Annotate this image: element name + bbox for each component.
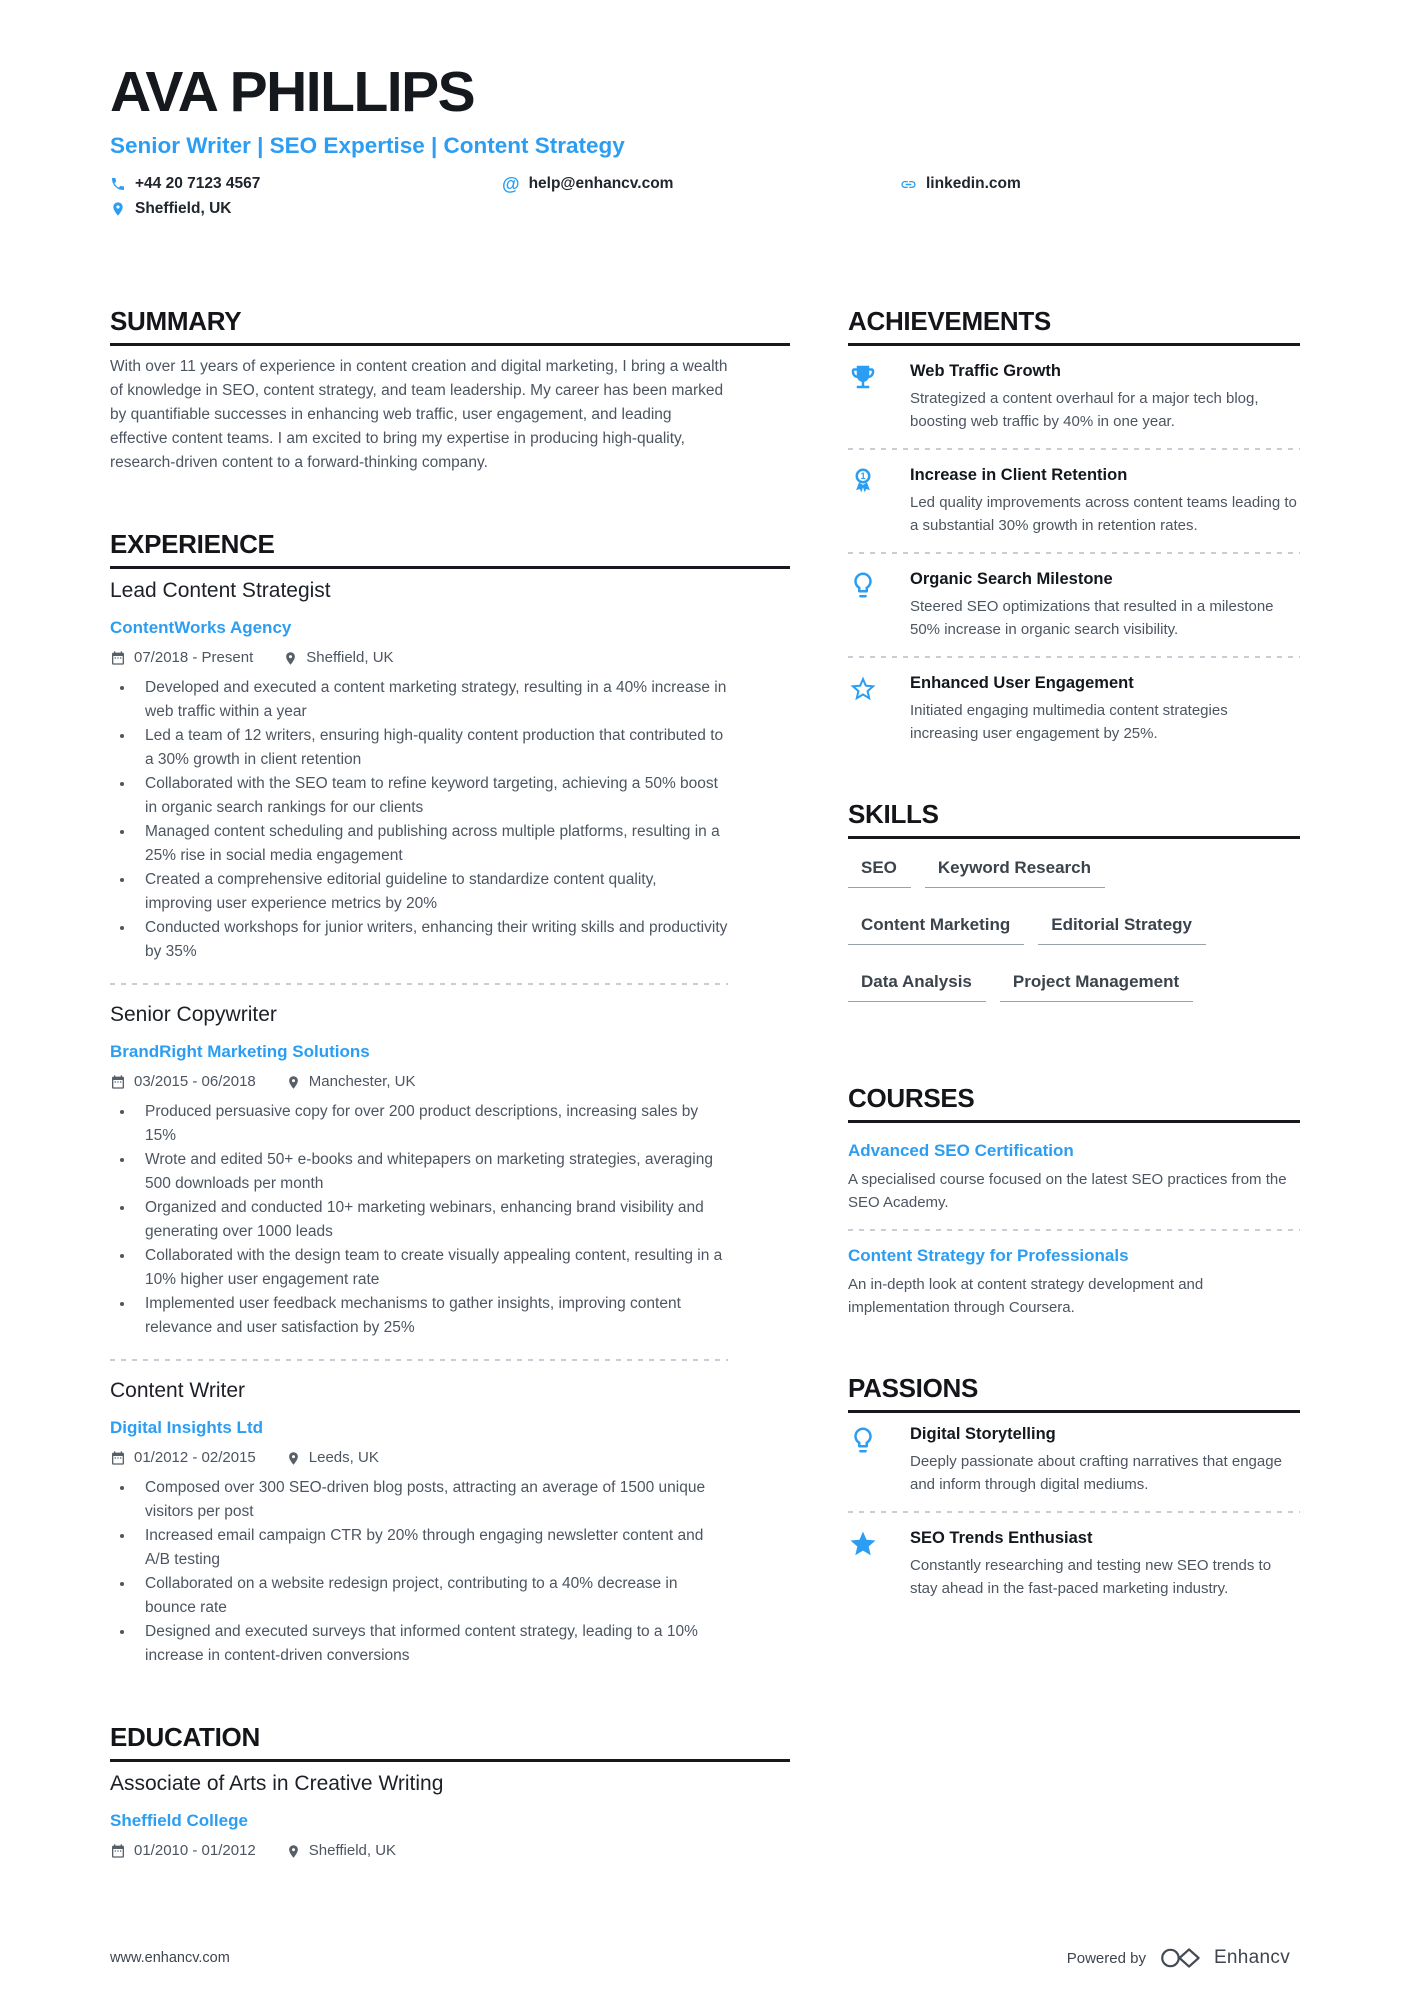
education-location-text: Sheffield, UK bbox=[308, 1842, 397, 1859]
job-location-text: Leeds, UK bbox=[308, 1449, 379, 1466]
bullet-item: Designed and executed surveys that informed content strategy, leading to a 10% increase in content-driven conversions bbox=[110, 1620, 728, 1668]
bullet-item: Wrote and edited 50+ e-books and whitepapers on marketing strategies, averaging 500 downloads per month bbox=[110, 1148, 728, 1196]
experience-entry bbox=[110, 1378, 728, 1668]
job-title: Lead Content Strategist bbox=[110, 579, 331, 602]
bullet-item: Produced persuasive copy for over 200 product descriptions, increasing sales by 15% bbox=[110, 1100, 728, 1148]
dashed-divider bbox=[848, 552, 1300, 554]
achievement-text: Steered SEO optimizations that resulted in a milestone 50% increase in organic search visibility. bbox=[910, 598, 1274, 638]
calendar-icon bbox=[110, 1074, 126, 1090]
svg-text:1: 1 bbox=[860, 471, 866, 481]
job-meta bbox=[110, 648, 728, 668]
passion-title: Digital Storytelling bbox=[910, 1425, 1056, 1443]
job-location-text: Sheffield, UK bbox=[306, 649, 394, 666]
achievement-item bbox=[848, 360, 1300, 433]
experience-list bbox=[110, 578, 728, 1668]
passion-text: Deeply passionate about crafting narratives that engage and inform through digital mediums. bbox=[910, 1453, 1282, 1493]
achievement-title: Increase in Client Retention bbox=[910, 466, 1128, 484]
skill-item: Data Analysis bbox=[848, 972, 986, 1002]
dashed-divider bbox=[110, 1359, 728, 1361]
job-location bbox=[286, 1072, 416, 1092]
skill-item: Project Management bbox=[1000, 972, 1193, 1002]
email-address[interactable]: help@enhancv.com bbox=[528, 175, 674, 192]
job-dates bbox=[110, 1448, 256, 1468]
degree-title: Associate of Arts in Creative Writing bbox=[110, 1772, 444, 1795]
education-dates-text: 01/2010 - 01/2012 bbox=[134, 1842, 256, 1859]
bullet-item: Developed and executed a content marketing strategy, resulting in a 40% increase in web traffic within a year bbox=[110, 676, 728, 724]
education-meta bbox=[110, 1841, 728, 1861]
dashed-divider bbox=[110, 983, 728, 985]
achievement-title: Web Traffic Growth bbox=[910, 362, 1061, 380]
achievements-heading: ACHIEVEMENTS bbox=[848, 306, 1300, 346]
passion-item bbox=[848, 1423, 1300, 1496]
bullet-item: Managed content scheduling and publishing across multiple platforms, resulting in a 25% rise in social media engagement bbox=[110, 820, 728, 868]
course-text: An in-depth look at content strategy development and implementation through Coursera. bbox=[848, 1276, 1204, 1316]
job-dates-text: 01/2012 - 02/2015 bbox=[134, 1449, 256, 1466]
company-link[interactable]: BrandRight Marketing Solutions bbox=[110, 1042, 370, 1061]
lightbulb-icon bbox=[848, 568, 910, 605]
skill-item: SEO bbox=[848, 858, 911, 888]
dashed-divider bbox=[848, 448, 1300, 450]
job-title: Content Writer bbox=[110, 1379, 245, 1402]
job-dates-text: 07/2018 - Present bbox=[134, 649, 254, 666]
job-dates bbox=[110, 1072, 256, 1092]
education-dates bbox=[110, 1841, 256, 1861]
candidate-headline: Senior Writer | SEO Expertise | Content Strategy bbox=[110, 133, 625, 158]
course-title[interactable]: Advanced SEO Certification bbox=[848, 1141, 1074, 1160]
job-title: Senior Copywriter bbox=[110, 1003, 277, 1026]
bullet-item: Created a comprehensive editorial guideline to standardize content quality, improving user experience metrics by 20% bbox=[110, 868, 728, 916]
calendar-icon bbox=[110, 1450, 126, 1466]
experience-heading: EXPERIENCE bbox=[110, 529, 790, 569]
achievement-text: Strategized a content overhaul for a major tech blog, boosting web traffic by 40% in one year. bbox=[910, 390, 1259, 430]
education-heading: EDUCATION bbox=[110, 1722, 790, 1762]
education-location bbox=[286, 1841, 396, 1861]
section-passions bbox=[848, 1373, 1300, 1600]
job-dates-text: 03/2015 - 06/2018 bbox=[134, 1073, 256, 1090]
section-achievements bbox=[848, 306, 1300, 745]
skill-item: Keyword Research bbox=[925, 858, 1105, 888]
achievement-item bbox=[848, 672, 1300, 745]
passions-heading: PASSIONS bbox=[848, 1373, 1300, 1413]
achievement-title: Organic Search Milestone bbox=[910, 570, 1113, 588]
lightbulb-icon bbox=[848, 1423, 910, 1460]
job-meta bbox=[110, 1072, 728, 1092]
bullet-item: Increased email campaign CTR by 20% through engaging newsletter content and A/B testing bbox=[110, 1524, 728, 1572]
skills-heading: SKILLS bbox=[848, 799, 1300, 839]
email-at-icon: @ bbox=[502, 174, 520, 194]
location-pin-icon bbox=[286, 1075, 301, 1090]
bullet-item: Collaborated on a website redesign project, contributing to a 40% decrease in bounce rate bbox=[110, 1572, 728, 1620]
resume-header bbox=[110, 62, 1300, 218]
calendar-icon bbox=[110, 650, 126, 666]
location-pin-icon bbox=[286, 1451, 301, 1466]
summary-text: With over 11 years of experience in content creation and digital marketing, I bring a wealth of knowledge in SEO, content strategy, and team leadership. My career has been marked by quantifiable successes in enhancing web traffic, user engagement, and leading effective content teams. I am excited to bring my expertise in producing high-quality, research-driven content to a forward-thinking company. bbox=[110, 358, 728, 471]
school-link[interactable]: Sheffield College bbox=[110, 1811, 248, 1830]
company-link[interactable]: Digital Insights Ltd bbox=[110, 1418, 263, 1437]
section-courses bbox=[848, 1083, 1300, 1319]
achievement-item bbox=[848, 568, 1300, 641]
location-pin-icon bbox=[283, 651, 298, 666]
footer-url[interactable]: www.enhancv.com bbox=[110, 1950, 230, 1966]
company-link[interactable]: ContentWorks Agency bbox=[110, 618, 292, 637]
job-bullets bbox=[110, 676, 728, 964]
contact-row bbox=[110, 175, 1300, 218]
right-column bbox=[848, 306, 1300, 1915]
bullet-item: Implemented user feedback mechanisms to gather insights, improving content relevance and user satisfaction by 25% bbox=[110, 1292, 728, 1340]
resume-columns bbox=[110, 306, 1300, 1915]
summary-heading: SUMMARY bbox=[110, 306, 790, 346]
candidate-name: AVA PHILLIPS bbox=[110, 60, 475, 124]
location-pin-icon bbox=[110, 201, 126, 217]
dashed-divider bbox=[848, 1511, 1300, 1513]
medal-icon bbox=[848, 464, 910, 501]
skills-list bbox=[848, 848, 1300, 1029]
job-bullets bbox=[110, 1100, 728, 1340]
skill-item: Editorial Strategy bbox=[1038, 915, 1206, 945]
job-meta bbox=[110, 1448, 728, 1468]
phone-number: +44 20 7123 4567 bbox=[135, 175, 261, 192]
star-filled-icon bbox=[848, 1527, 910, 1564]
dashed-divider bbox=[848, 1229, 1300, 1231]
section-experience bbox=[110, 529, 790, 1668]
course-text: A specialised course focused on the latest SEO practices from the SEO Academy. bbox=[848, 1171, 1287, 1211]
brand-name[interactable]: Enhancv bbox=[1213, 1947, 1290, 1968]
course-item bbox=[848, 1140, 1300, 1214]
bullet-item: Collaborated with the SEO team to refine keyword targeting, achieving a 50% boost in organic search rankings for our clients bbox=[110, 772, 728, 820]
trophy-icon bbox=[848, 360, 910, 397]
linkedin-contact[interactable] bbox=[900, 175, 1300, 193]
job-bullets bbox=[110, 1476, 728, 1668]
skill-item: Content Marketing bbox=[848, 915, 1024, 945]
bullet-item: Led a team of 12 writers, ensuring high-quality content production that contributed to a 30% growth in client retention bbox=[110, 724, 728, 772]
experience-entry bbox=[110, 578, 728, 964]
location-text: Sheffield, UK bbox=[135, 200, 232, 217]
left-column bbox=[110, 306, 790, 1915]
achievement-title: Enhanced User Engagement bbox=[910, 674, 1134, 692]
email-contact[interactable] bbox=[502, 175, 900, 193]
bullet-item: Composed over 300 SEO-driven blog posts, attracting an average of 1500 unique visitors per post bbox=[110, 1476, 728, 1524]
passion-text: Constantly researching and testing new SEO trends to stay ahead in the fast-paced marketing industry. bbox=[910, 1557, 1272, 1597]
phone-contact bbox=[110, 175, 502, 193]
enhancv-logo-icon bbox=[1159, 1945, 1201, 1971]
bullet-item: Conducted workshops for junior writers, enhancing their writing skills and productivity by 35% bbox=[110, 916, 728, 964]
page-footer bbox=[110, 1945, 1290, 1971]
link-icon bbox=[900, 176, 917, 193]
powered-by-block bbox=[1067, 1945, 1290, 1971]
job-dates bbox=[110, 648, 253, 668]
courses-heading: COURSES bbox=[848, 1083, 1300, 1123]
achievement-text: Initiated engaging multimedia content strategies increasing user engagement by 25%. bbox=[910, 702, 1228, 742]
location-contact bbox=[110, 200, 502, 218]
course-title[interactable]: Content Strategy for Professionals bbox=[848, 1246, 1129, 1265]
passion-item bbox=[848, 1527, 1300, 1600]
bullet-item: Organized and conducted 10+ marketing webinars, enhancing brand visibility and generating over 1000 leads bbox=[110, 1196, 728, 1244]
dashed-divider bbox=[848, 656, 1300, 658]
section-summary bbox=[110, 306, 790, 475]
job-location bbox=[286, 1448, 379, 1468]
experience-entry bbox=[110, 1002, 728, 1340]
passion-title: SEO Trends Enthusiast bbox=[910, 1529, 1093, 1547]
achievement-item bbox=[848, 464, 1300, 537]
achievement-text: Led quality improvements across content teams leading to a substantial 30% growth in retention rates. bbox=[910, 494, 1297, 534]
linkedin-url[interactable]: linkedin.com bbox=[926, 175, 1021, 192]
job-location-text: Manchester, UK bbox=[308, 1073, 416, 1090]
job-location bbox=[283, 648, 393, 668]
section-skills bbox=[848, 799, 1300, 1029]
section-education bbox=[110, 1722, 790, 1861]
location-pin-icon bbox=[286, 1844, 301, 1859]
calendar-icon bbox=[110, 1843, 126, 1859]
phone-icon bbox=[110, 176, 126, 192]
powered-by-label: Powered by bbox=[1066, 1949, 1146, 1967]
course-item bbox=[848, 1245, 1300, 1319]
bullet-item: Collaborated with the design team to create visually appealing content, resulting in a 10% higher user engagement rate bbox=[110, 1244, 728, 1292]
star-outline-icon bbox=[848, 672, 910, 709]
